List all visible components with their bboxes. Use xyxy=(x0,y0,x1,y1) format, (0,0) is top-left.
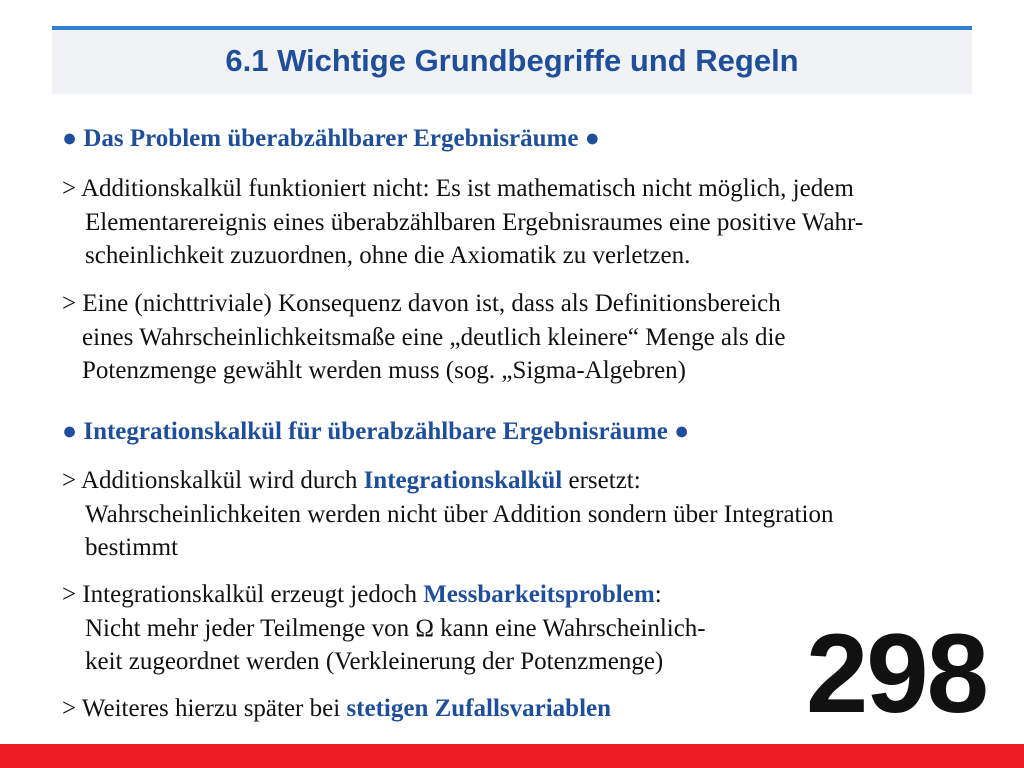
text-line: Elementarereignis eines überabzählbaren Ergebnisraumes eine positive Wahr- xyxy=(85,208,864,236)
highlight-term: Integrationskalkül xyxy=(363,467,563,494)
slide-title: 6.1 Wichtige Grundbegriffe und Regeln xyxy=(225,43,799,78)
text-line: Wahrscheinlichkeiten werden nicht über Addition sondern über Integration xyxy=(85,500,834,528)
page-number: 298 xyxy=(806,611,987,736)
text-segment: > Weiteres hierzu später bei xyxy=(62,695,347,722)
text-line: keit zugeordnet werden (Verkleinerung der Potenzmenge) xyxy=(85,648,664,675)
paragraph-additionskalkuel xyxy=(62,172,982,273)
text-segment: > Additionskalkül wird durch xyxy=(62,467,364,494)
text-line: bestimmt xyxy=(85,534,179,561)
section-heading-problem: ● Das Problem überabzählbarer Ergebnisräume ● xyxy=(62,125,600,152)
highlight-term: Messbarkeitsproblem xyxy=(423,581,655,608)
text-line: Nicht mehr jeder Teilmenge von Ω kann eine Wahrscheinlich- xyxy=(85,614,706,642)
highlight-term: stetigen Zufallsvariablen xyxy=(346,695,612,722)
text-line: > Eine (nichttriviale) Konsequenz davon ist, dass als Definitionsbereich xyxy=(62,290,781,317)
bottom-bar xyxy=(0,744,1024,768)
text-line: scheinlichkeit zuzuordnen, ohne die Axiomatik zu verletzen. xyxy=(85,242,691,269)
section-heading-integration: ● Integrationskalkül für überabzählbare Ergebnisräume ● xyxy=(62,418,690,445)
text-line xyxy=(62,578,982,612)
text-segment: > Integrationskalkül erzeugt jedoch xyxy=(62,581,424,608)
text-line: > Additionskalkül funktioniert nicht: Es ist mathematisch nicht möglich, jedem xyxy=(62,175,854,202)
title-bar xyxy=(52,26,972,94)
text-segment: ersetzt: xyxy=(562,467,641,494)
text-segment: : xyxy=(654,581,662,608)
text-line xyxy=(62,464,982,498)
text-line: eines Wahrscheinlichkeitsmaße eine „deutlich kleinere“ Menge als die xyxy=(82,323,786,351)
paragraph-integrationskalkuel xyxy=(62,464,982,565)
text-line: Potenzmenge gewählt werden muss (sog. „Sigma-Algebren) xyxy=(82,357,687,384)
paragraph-konsequenz xyxy=(62,287,982,388)
